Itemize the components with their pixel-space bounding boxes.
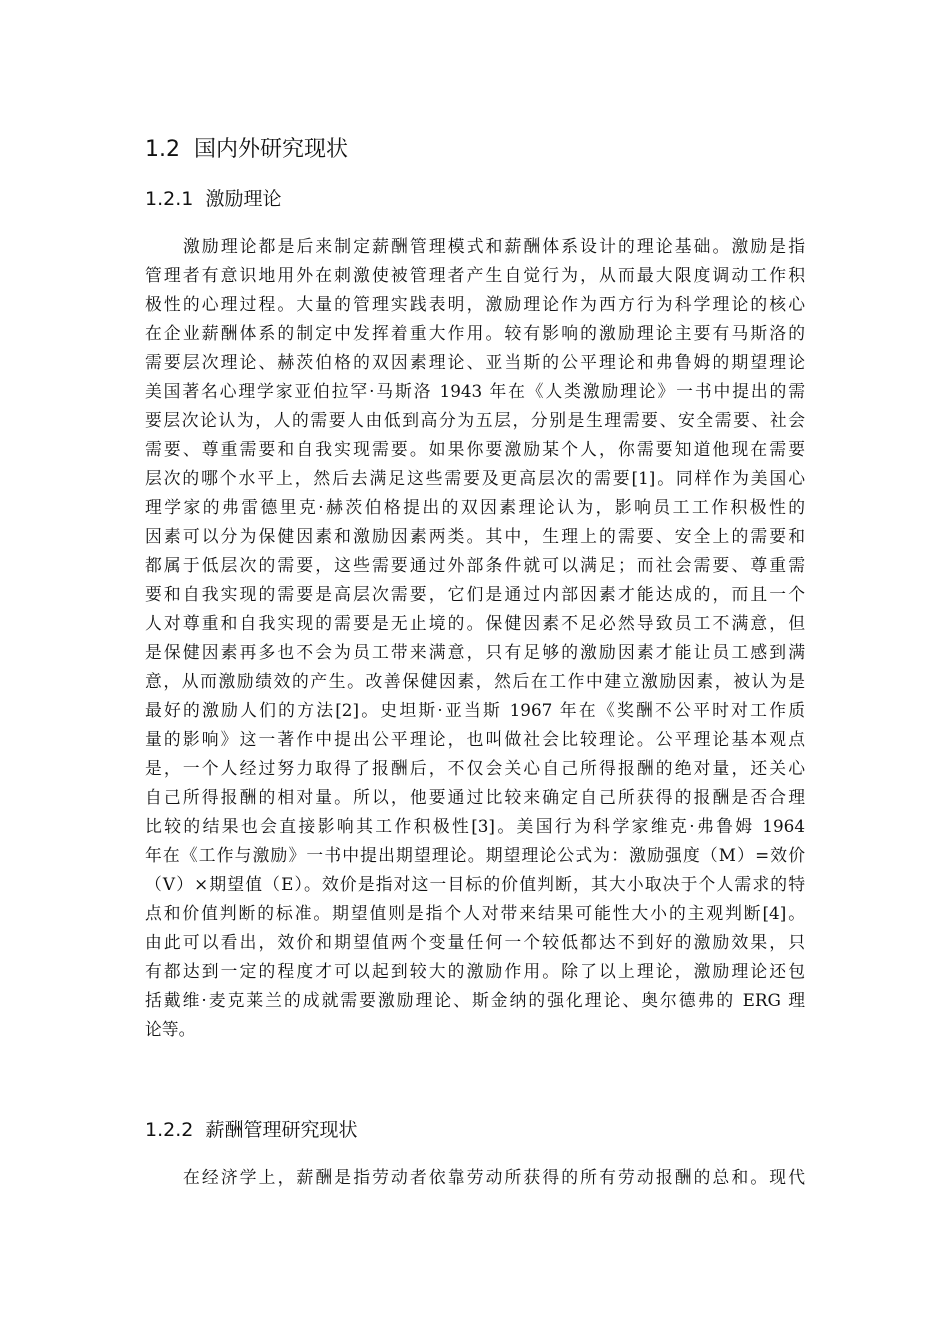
paragraph-line: 比较的结果也会直接影响其工作积极性[3]。美国行为科学家维克·弗鲁姆 1964 bbox=[145, 816, 805, 836]
subsection-heading-incentive-theory bbox=[145, 185, 281, 213]
paragraph-line: 极性的心理过程。大量的管理实践表明，激励理论作为西方行为科学理论的核心 bbox=[145, 294, 805, 314]
paragraph-line: 要层次论认为，人的需要人由低到高分为五层，分别是生理需要、安全需要、社会 bbox=[145, 410, 805, 430]
paragraph-line: 需要、尊重需要和自我实现需要。如果你要激励某个人，你需要知道他现在需要 bbox=[145, 439, 805, 459]
paragraph-line: 有都达到一定的程度才可以起到较大的激励作用。除了以上理论，激励理论还包 bbox=[145, 961, 805, 981]
paragraph-line: 由此可以看出，效价和期望值两个变量任何一个较低都达不到好的激励效果，只 bbox=[145, 932, 805, 952]
paragraph-line: 美国著名心理学家亚伯拉罕·马斯洛 1943 年在《人类激励理论》一书中提出的需 bbox=[145, 381, 805, 401]
paragraph-line: 都属于低层次的需要，这些需要通过外部条件就可以满足；而社会需要、尊重需 bbox=[145, 555, 805, 575]
paragraph-line: 在经济学上，薪酬是指劳动者依靠劳动所获得的所有劳动报酬的总和。现代 bbox=[183, 1167, 805, 1187]
subsection-heading-salary-management bbox=[145, 1116, 357, 1144]
paragraph-line: 理学家的弗雷德里克·赫茨伯格提出的双因素理论认为，影响员工工作积极性的 bbox=[145, 497, 805, 517]
paragraph-line: 点和价值判断的标准。期望值则是指个人对带来结果可能性大小的主观判断[4]。 bbox=[145, 903, 805, 923]
subsection-number: 1.2.1 bbox=[145, 188, 194, 210]
paragraph-line: 需要层次理论、赫茨伯格的双因素理论、亚当斯的公平理论和弗鲁姆的期望理论 bbox=[145, 352, 805, 372]
subsection-title: 激励理论 bbox=[205, 188, 282, 210]
paragraph-line: 意，从而激励绩效的产生。改善保健因素，然后在工作中建立激励因素，被认为是 bbox=[145, 671, 805, 691]
paragraph-line: 量的影响》这一著作中提出公平理论，也叫做社会比较理论。公平理论基本观点 bbox=[145, 729, 805, 749]
paragraph-line: 人对尊重和自我实现的需要是无止境的。保健因素不足必然导致员工不满意，但 bbox=[145, 613, 805, 633]
paragraph-line: 是，一个人经过努力取得了报酬后，不仅会关心自己所得报酬的绝对量，还关心 bbox=[145, 758, 805, 778]
section-number: 1.2 bbox=[145, 137, 180, 162]
incentive-theory-paragraph bbox=[145, 232, 805, 1044]
paragraph-line: （V）×期望值（E）。效价是指对这一目标的价值判断，其大小取决于个人需求的特 bbox=[145, 874, 805, 894]
paragraph-line: 是保健因素再多也不会为员工带来满意，只有足够的激励因素才能让员工感到满 bbox=[145, 642, 805, 662]
paragraph-line: 因素可以分为保健因素和激励因素两类。其中，生理上的需要、安全上的需要和 bbox=[145, 526, 805, 546]
paragraph-line: 最好的激励人们的方法[2]。史坦斯·亚当斯 1967 年在《奖酬不公平时对工作质 bbox=[145, 700, 805, 720]
paragraph-line: 在企业薪酬体系的制定中发挥着重大作用。较有影响的激励理论主要有马斯洛的 bbox=[145, 323, 805, 343]
paragraph-line: 括戴维·麦克莱兰的成就需要激励理论、斯金纳的强化理论、奥尔德弗的 ERG 理 bbox=[145, 990, 805, 1010]
salary-management-paragraph bbox=[145, 1163, 805, 1192]
paragraph-line: 激励理论都是后来制定薪酬管理模式和薪酬体系设计的理论基础。激励是指 bbox=[183, 236, 805, 256]
subsection-number: 1.2.2 bbox=[145, 1119, 194, 1141]
paragraph-line: 年在《工作与激励》一书中提出期望理论。期望理论公式为：激励强度（M）=效价 bbox=[145, 845, 805, 865]
section-title: 国内外研究现状 bbox=[194, 137, 349, 162]
paragraph-line: 层次的哪个水平上，然后去满足这些需要及更高层次的需要[1]。同样作为美国心 bbox=[145, 468, 805, 488]
paragraph-line: 要和自我实现的需要是高层次需要，它们是通过内部因素才能达成的，而且一个 bbox=[145, 584, 805, 604]
paragraph-line: 管理者有意识地用外在刺激使被管理者产生自觉行为，从而最大限度调动工作积 bbox=[145, 265, 805, 285]
section-heading bbox=[145, 134, 348, 166]
subsection-title: 薪酬管理研究现状 bbox=[205, 1119, 358, 1141]
paragraph-line: 论等。 bbox=[145, 1019, 196, 1039]
paragraph-line: 自己所得报酬的相对量。所以，他要通过比较来确定自己所获得的报酬是否合理 bbox=[145, 787, 805, 807]
